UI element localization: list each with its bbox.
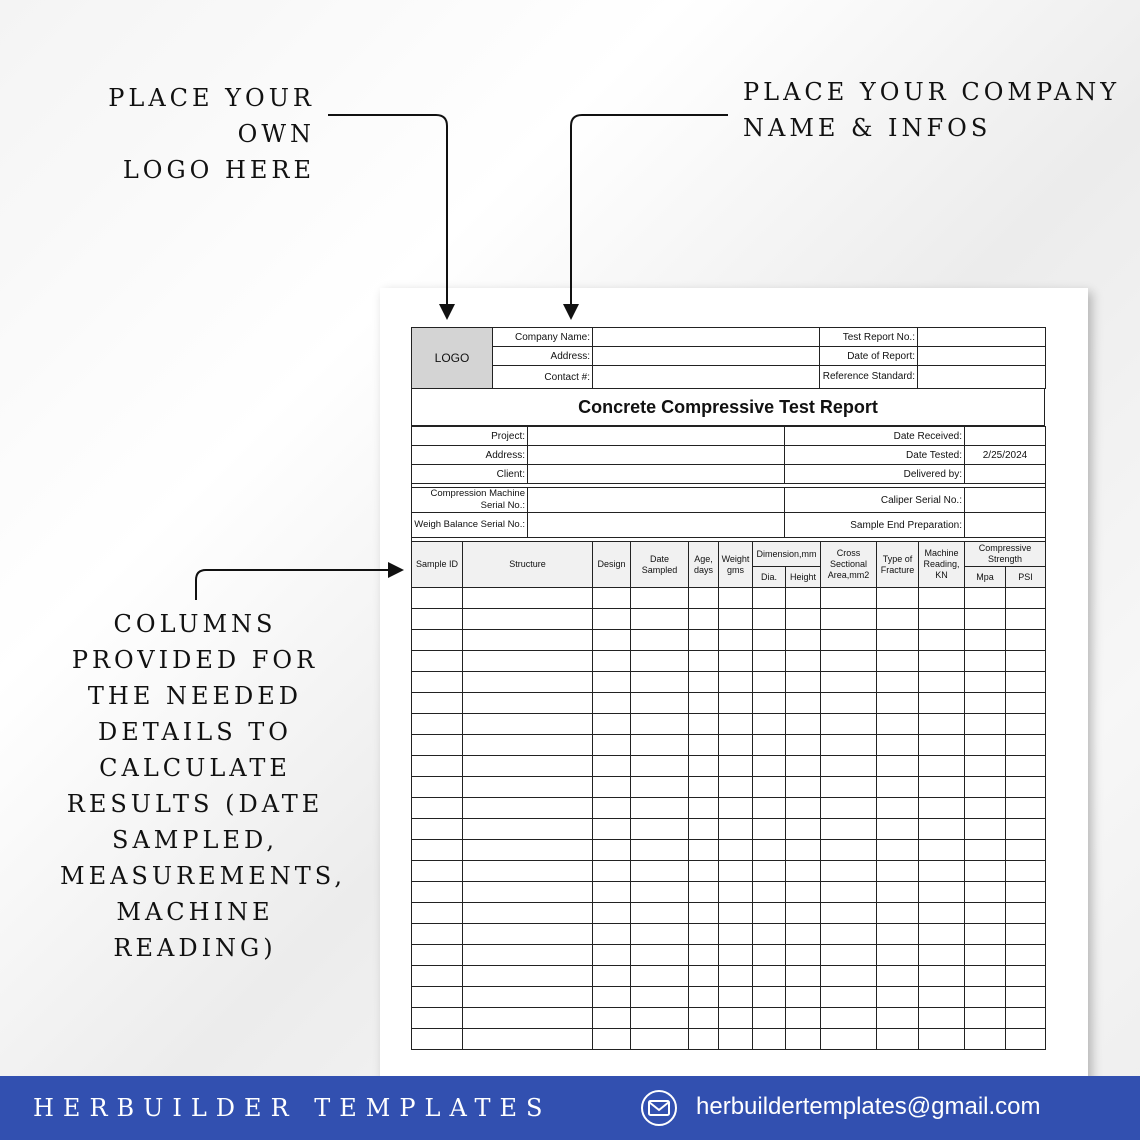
callout-columns-line: READING) xyxy=(113,934,277,962)
project-address-label: Address: xyxy=(412,446,528,465)
callout-company-line-1: PLACE YOUR COMPANY xyxy=(743,78,1121,106)
date-tested-label: Date Tested: xyxy=(785,446,965,465)
col-dimension: Dimension,mm xyxy=(753,542,821,567)
col-dia: Dia. xyxy=(753,567,786,588)
col-structure: Structure xyxy=(463,542,593,588)
columns-arrow xyxy=(196,570,400,600)
callout-columns-line: RESULTS (DATE xyxy=(66,790,324,818)
callout-company-line-2: NAME & INFOS xyxy=(743,114,992,142)
col-type-of-fracture: Type of Fracture xyxy=(877,542,919,588)
reference-standard-label: Reference Standard: xyxy=(820,366,918,389)
date-received-label: Date Received: xyxy=(785,427,965,446)
col-height: Height xyxy=(786,567,821,588)
col-weight: Weight gms xyxy=(719,542,753,588)
callout-logo-line-1: PLACE YOUR OWN xyxy=(108,84,315,148)
test-report-no-label: Test Report No.: xyxy=(820,328,918,347)
contact-email[interactable]: herbuildertemplates@gmail.com xyxy=(696,1093,1041,1120)
date-tested-value[interactable]: 2/25/2024 xyxy=(965,446,1046,465)
compression-machine-label: Compression Machine Serial No.: xyxy=(412,488,528,513)
logo-placeholder[interactable]: LOGO xyxy=(412,328,493,389)
callout-columns-line: THE NEEDED xyxy=(87,682,303,710)
logo-arrow xyxy=(328,115,447,316)
brand-name: HERBUILDER TEMPLATES xyxy=(33,1094,552,1122)
project-label: Project: xyxy=(412,427,528,446)
company-address-label: Address: xyxy=(493,347,593,366)
col-sample-id: Sample ID xyxy=(412,542,463,588)
contact-label: Contact #: xyxy=(493,366,593,389)
client-label: Client: xyxy=(412,465,528,484)
col-mpa: Mpa xyxy=(965,567,1006,588)
delivered-by-label: Delivered by: xyxy=(785,465,965,484)
callout-columns-line: COLUMNS xyxy=(113,610,277,638)
col-design: Design xyxy=(593,542,631,588)
callout-logo-line-2: LOGO HERE xyxy=(122,156,315,184)
col-age: Age, days xyxy=(689,542,719,588)
caliper-serial-label: Caliper Serial No.: xyxy=(785,488,965,513)
col-machine-reading: Machine Reading, KN xyxy=(919,542,965,588)
mail-icon[interactable] xyxy=(640,1089,678,1127)
date-of-report-label: Date of Report: xyxy=(820,347,918,366)
col-cross-sectional: Cross Sectional Area,mm2 xyxy=(821,542,877,588)
callout-columns-line: CALCULATE xyxy=(99,754,291,782)
company-arrow xyxy=(571,115,728,316)
sample-end-prep-label: Sample End Preparation: xyxy=(785,513,965,538)
callout-columns-line: MEASUREMENTS, xyxy=(60,862,346,890)
report-title: Concrete Compressive Test Report xyxy=(412,389,1045,426)
callout-columns-line: DETAILS TO xyxy=(98,718,292,746)
weigh-balance-label: Weigh Balance Serial No.: xyxy=(412,513,528,538)
col-psi: PSI xyxy=(1006,567,1046,588)
col-date-sampled: Date Sampled xyxy=(631,542,689,588)
company-name-label: Company Name: xyxy=(493,328,593,347)
footer-bar xyxy=(0,1076,1140,1140)
col-compressive-strength: Compressive Strength xyxy=(965,542,1046,567)
callout-columns-line: MACHINE xyxy=(116,898,274,926)
callout-columns-line: SAMPLED, xyxy=(112,826,278,854)
callout-columns-line: PROVIDED FOR xyxy=(71,646,319,674)
